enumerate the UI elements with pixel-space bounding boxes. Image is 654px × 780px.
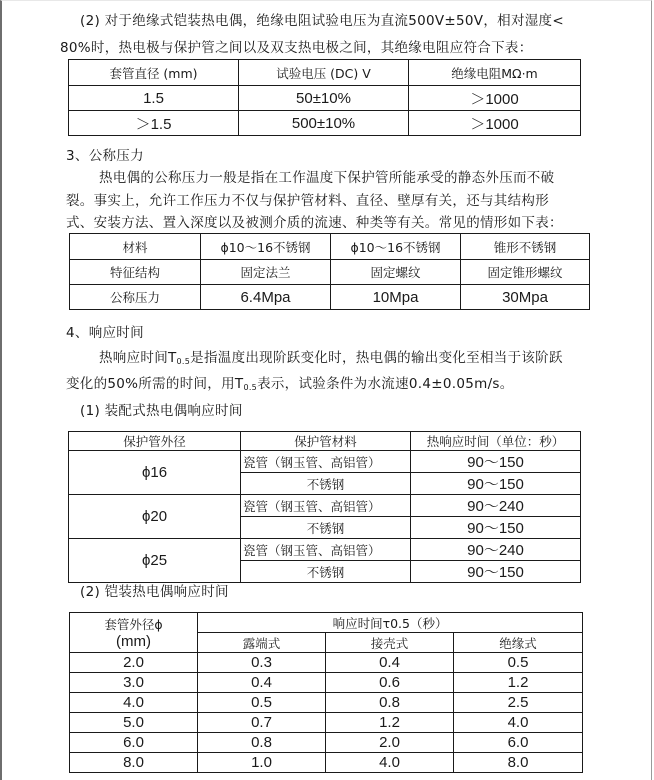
table-cell: 2.0: [70, 653, 198, 673]
response-paragraph-line-2: [66, 372, 514, 392]
table-cell: 0.5: [454, 653, 583, 673]
table-row: [70, 693, 583, 713]
table-row: [70, 673, 583, 693]
table-cell: 0.4: [198, 673, 326, 693]
diameter-cell: ϕ16: [69, 451, 241, 495]
table-cell: ＞1.5: [69, 111, 239, 136]
table-cell: 0.8: [326, 693, 454, 713]
table-cell: ϕ10～16不锈钢: [201, 234, 331, 260]
table-cell: 0.7: [198, 713, 326, 733]
table-cell: 5.0: [70, 713, 198, 733]
header-cell: 试验电压 (DC) V: [239, 60, 409, 86]
table-cell: 8.0: [454, 753, 583, 773]
text-run: 热响应时间T: [99, 350, 177, 366]
pressure-heading: 3、公称压力: [66, 148, 144, 164]
table-row: [69, 451, 581, 473]
table-cell: 1.5: [69, 86, 239, 111]
time-cell: 90～240: [411, 495, 581, 517]
table-cell: 30Mpa: [461, 285, 590, 310]
insulation-paragraph-line-2: 80%时，热电极与保护管之间以及双支热电极之间，其绝缘电阻应符合下表：: [60, 40, 533, 56]
table-cell: 10Mpa: [331, 285, 461, 310]
table-cell: 4.0: [70, 693, 198, 713]
table-cell: 6.0: [70, 733, 198, 753]
pressure-paragraph-line-3: 式、安装方法、置入深度以及被测介质的流速、种类等有关。常见的情形如下表：: [66, 215, 563, 231]
table-cell: 1.2: [326, 713, 454, 733]
table-cell: 固定螺纹: [331, 260, 461, 285]
table-row: [69, 495, 581, 517]
table-cell: 0.3: [198, 653, 326, 673]
material-cell: 不锈钢: [241, 561, 411, 583]
table-cell: 公称压力: [70, 285, 201, 310]
header-cell: 接壳式: [326, 633, 454, 653]
table-row: [70, 713, 583, 733]
response-paragraph-line-1: [99, 346, 563, 366]
table-cell: 特征结构: [70, 260, 201, 285]
material-cell: 瓷管（钢玉管、高铝管）: [241, 495, 411, 517]
table-cell: 0.8: [198, 733, 326, 753]
table-cell: 1.2: [454, 673, 583, 693]
material-cell: 不锈钢: [241, 517, 411, 539]
table-cell: 3.0: [70, 673, 198, 693]
header-cell: 热响应时间（单位：秒）: [411, 432, 581, 451]
table-row: [70, 285, 590, 310]
subscript: 0.5: [243, 383, 258, 392]
table-header-row: [69, 60, 581, 86]
table-header-row: [69, 432, 581, 451]
time-cell: 90～150: [411, 517, 581, 539]
time-cell: 90～150: [411, 451, 581, 473]
corner-header-line-1: 套管外径ϕ: [104, 616, 163, 632]
header-cell: 套管直径 (mm): [69, 60, 239, 86]
table-row: [70, 260, 590, 285]
text-run: 是指温度出现阶跃变化时，热电偶的输出变化至相当于该阶跃: [190, 350, 563, 366]
table-cell: 6.4Mpa: [201, 285, 331, 310]
diameter-cell: ϕ25: [69, 539, 241, 583]
table-row: [70, 753, 583, 773]
pressure-paragraph-line-1: 热电偶的公称压力一般是指在工作温度下保护管所能承受的静态外压而不破: [99, 170, 555, 186]
table-cell: 50±10%: [239, 86, 409, 111]
time-cell: 90～150: [411, 561, 581, 583]
insulation-paragraph-line-1: (2) 对于绝缘式铠装热电偶，绝缘电阻试验电压为直流500V±50V，相对湿度<: [80, 13, 564, 29]
table-cell: ＞1000: [409, 111, 581, 136]
table-cell: 材料: [70, 234, 201, 260]
corner-header-cell: [70, 613, 198, 653]
material-cell: 瓷管（钢玉管、高铝管）: [241, 451, 411, 473]
group-header-cell: 响应时间τ0.5（秒）: [198, 613, 583, 633]
response-heading: 4、响应时间: [66, 325, 144, 341]
text-run: 表示，试验条件为水流速0.4±0.05m/s。: [257, 376, 514, 392]
table-cell: 0.5: [198, 693, 326, 713]
table-cell: 锥形不锈钢: [461, 234, 590, 260]
table-cell: 8.0: [70, 753, 198, 773]
pressure-table: [69, 233, 590, 310]
armored-subsection-title: (2) 铠装热电偶响应时间: [80, 584, 229, 600]
table-cell: 0.6: [326, 673, 454, 693]
material-cell: 不锈钢: [241, 473, 411, 495]
table-cell: 固定锥形螺纹: [461, 260, 590, 285]
material-cell: 瓷管（钢玉管、高铝管）: [241, 539, 411, 561]
table-row: [70, 234, 590, 260]
table-row: [70, 733, 583, 753]
header-cell: 保护管材料: [241, 432, 411, 451]
time-cell: 90～150: [411, 473, 581, 495]
text-run: 变化的50%所需的时间，用T: [66, 376, 244, 392]
table-cell: 4.0: [454, 713, 583, 733]
diameter-cell: ϕ20: [69, 495, 241, 539]
table-row: [69, 111, 581, 136]
header-cell: 绝缘式: [454, 633, 583, 653]
assembled-subsection-title: (1) 装配式热电偶响应时间: [80, 403, 243, 419]
table-cell: 2.5: [454, 693, 583, 713]
time-cell: 90～240: [411, 539, 581, 561]
header-cell: 绝缘电阻MΩ·m: [409, 60, 581, 86]
table-row: [69, 86, 581, 111]
table-cell: 2.0: [326, 733, 454, 753]
table-row: [70, 653, 583, 673]
assembled-response-table: [68, 431, 581, 583]
table-cell: 1.0: [198, 753, 326, 773]
corner-header-line-2: (mm): [116, 632, 151, 650]
table-cell: 6.0: [454, 733, 583, 753]
insulation-table: [68, 59, 581, 136]
table-cell: 500±10%: [239, 111, 409, 136]
table-cell: 4.0: [326, 753, 454, 773]
table-row: [69, 539, 581, 561]
pressure-paragraph-line-2: 裂。事实上，允许工作压力不仅与保护管材料、直径、壁厚有关，还与其结构形: [66, 193, 549, 209]
table-cell: ϕ10～16不锈钢: [331, 234, 461, 260]
armored-response-table: [69, 612, 583, 773]
header-cell: 露端式: [198, 633, 326, 653]
table-cell: ＞1000: [409, 86, 581, 111]
table-header-row: [70, 613, 583, 633]
table-cell: 固定法兰: [201, 260, 331, 285]
table-cell: 0.4: [326, 653, 454, 673]
header-cell: 保护管外径: [69, 432, 241, 451]
subscript: 0.5: [176, 357, 191, 366]
